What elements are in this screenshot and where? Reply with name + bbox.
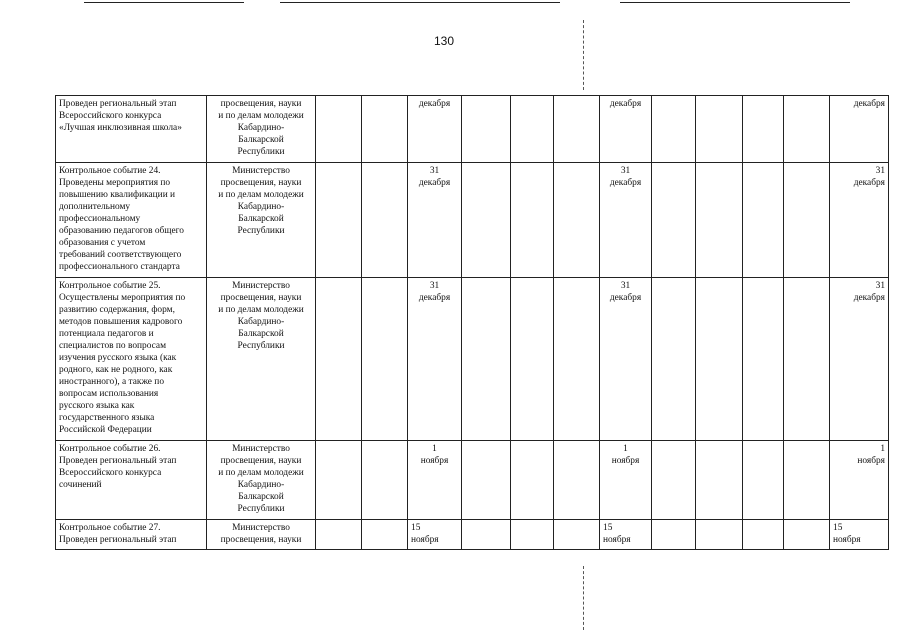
empty-cell [652, 96, 696, 163]
cell-text-line: ноября [833, 535, 861, 545]
cell-text-line: 31 [429, 281, 440, 291]
event-cell [56, 441, 207, 520]
cell-text-line: ноября [857, 456, 885, 466]
empty-cell [554, 520, 600, 550]
cell-text-line: декабря [853, 293, 885, 303]
empty-cell [554, 96, 600, 163]
empty-cell [784, 278, 830, 441]
cell-text-line: декабря [609, 293, 642, 303]
cell-text-line: ноября [611, 456, 640, 466]
deadline-cell [600, 278, 652, 441]
cell-text-line: Балкарской [238, 214, 284, 224]
cell-text-line: Министерство [232, 444, 290, 454]
cell-text-line: Кабардино- [237, 123, 285, 133]
cell-text-line: Балкарской [238, 135, 284, 145]
responsible-cell [207, 96, 316, 163]
cell-text-line: 31 [875, 166, 885, 176]
cell-text-line: Кабардино- [237, 480, 285, 490]
cell-text-line: просвещения, науки [220, 456, 302, 466]
empty-cell [784, 441, 830, 520]
cell-text-line: просвещения, науки [220, 293, 302, 303]
deadline-cell [830, 441, 889, 520]
cell-text-line: сочинений [59, 480, 102, 490]
cell-text-line: изучения русского языка (как [59, 353, 177, 363]
event-cell [56, 278, 207, 441]
cell-text-line: методов повышения кадрового [59, 317, 183, 327]
deadline-cell [830, 163, 889, 278]
empty-cell [462, 163, 511, 278]
cell-text-line: 15 [833, 523, 843, 533]
cell-text-line: 31 [429, 166, 440, 176]
plan-table [55, 95, 889, 550]
empty-cell [696, 278, 743, 441]
responsible-cell [207, 441, 316, 520]
empty-cell [462, 96, 511, 163]
cell-text-line: Кабардино- [237, 317, 285, 327]
empty-cell [316, 520, 362, 550]
cell-text-line: требований соответствующего [59, 250, 182, 260]
empty-cell [743, 163, 784, 278]
cell-text-line: декабря [853, 178, 885, 188]
cell-text-line: и по делам молодежи [218, 190, 304, 200]
cell-text-line: 15 [603, 523, 613, 533]
empty-cell [511, 520, 554, 550]
cell-text-line: государственного языка [59, 413, 155, 423]
empty-cell [743, 441, 784, 520]
cell-text-line: 1 [432, 444, 437, 454]
table-row [56, 278, 889, 441]
top-rule [620, 2, 850, 3]
cell-text-line: ноября [420, 456, 449, 466]
responsible-cell [207, 163, 316, 278]
empty-cell [316, 278, 362, 441]
empty-cell [652, 163, 696, 278]
deadline-cell [830, 520, 889, 550]
top-rule [280, 2, 560, 3]
cell-text-line: вопросам использования [59, 389, 159, 399]
empty-cell [696, 163, 743, 278]
page-fold-line [583, 566, 584, 630]
page-fold-line [583, 20, 584, 90]
deadline-cell [408, 163, 462, 278]
cell-text-line: просвещения, науки [220, 535, 302, 545]
table-row [56, 96, 889, 163]
cell-text-line: Кабардино- [237, 202, 285, 212]
cell-text-line: декабря [418, 178, 451, 188]
empty-cell [784, 520, 830, 550]
empty-cell [511, 278, 554, 441]
cell-text-line: специалистов по вопросам [59, 341, 166, 351]
cell-text-line: развитию содержания, форм, [59, 305, 175, 315]
cell-text-line: Министерство [232, 523, 290, 533]
responsible-cell [207, 278, 316, 441]
cell-text-line: Проведены мероприятия по [59, 178, 171, 188]
cell-text-line: родного, как не родного, как [59, 365, 173, 375]
deadline-cell [408, 441, 462, 520]
table-row [56, 163, 889, 278]
empty-cell [696, 96, 743, 163]
deadline-cell [600, 96, 652, 163]
cell-text-line: 1 [880, 444, 885, 454]
empty-cell [316, 96, 362, 163]
cell-text-line: Балкарской [238, 492, 284, 502]
empty-cell [743, 520, 784, 550]
empty-cell [554, 441, 600, 520]
empty-cell [362, 96, 408, 163]
cell-text-line: Министерство [232, 281, 290, 291]
cell-text-line: Республики [237, 341, 285, 351]
cell-text-line: 1 [623, 444, 628, 454]
deadline-cell [600, 163, 652, 278]
cell-text-line: ноября [411, 535, 439, 545]
cell-text-line: Всероссийского конкурса [59, 468, 162, 478]
cell-text-line: Российской Федерации [59, 425, 152, 435]
cell-text-line: «Лучшая инклюзивная школа» [59, 123, 182, 133]
cell-text-line: и по делам молодежи [218, 305, 304, 315]
cell-text-line: 31 [620, 281, 631, 291]
cell-text-line: профессиональному [59, 214, 141, 224]
cell-text-line: декабря [609, 178, 642, 188]
cell-text-line: просвещения, науки [220, 178, 302, 188]
cell-text-line: дополнительному [59, 202, 131, 212]
empty-cell [316, 163, 362, 278]
deadline-cell [600, 520, 652, 550]
cell-text-line: образованию педагогов общего [59, 226, 184, 236]
cell-text-line: Республики [237, 147, 285, 157]
empty-cell [511, 163, 554, 278]
deadline-cell [600, 441, 652, 520]
deadline-cell [408, 96, 462, 163]
top-rule [84, 2, 244, 3]
deadline-cell [408, 278, 462, 441]
cell-text-line: декабря [853, 99, 885, 109]
cell-text-line: профессионального стандарта [59, 262, 180, 272]
cell-text-line: Контрольное событие 26. [59, 444, 161, 454]
cell-text-line: Балкарской [238, 329, 284, 339]
cell-text-line: ноября [603, 535, 631, 545]
empty-cell [462, 278, 511, 441]
cell-text-line: и по делам молодежи [218, 468, 304, 478]
empty-cell [784, 163, 830, 278]
empty-cell [696, 441, 743, 520]
cell-text-line: декабря [418, 293, 451, 303]
empty-cell [652, 278, 696, 441]
cell-text-line: просвещения, науки [220, 99, 302, 109]
cell-text-line: Министерство [232, 166, 290, 176]
empty-cell [362, 278, 408, 441]
empty-cell [462, 441, 511, 520]
cell-text-line: декабря [418, 99, 451, 109]
cell-text-line: 31 [875, 281, 885, 291]
empty-cell [316, 441, 362, 520]
cell-text-line: Проведен региональный этап [59, 535, 177, 545]
empty-cell [652, 441, 696, 520]
empty-cell [362, 163, 408, 278]
empty-cell [743, 278, 784, 441]
table-row [56, 520, 889, 550]
empty-cell [554, 278, 600, 441]
cell-text-line: иностранного), а также по [59, 377, 165, 387]
empty-cell [652, 520, 696, 550]
empty-cell [511, 441, 554, 520]
deadline-cell [830, 96, 889, 163]
event-cell [56, 520, 207, 550]
table-row [56, 441, 889, 520]
empty-cell [784, 96, 830, 163]
cell-text-line: Всероссийского конкурса [59, 111, 162, 121]
cell-text-line: Контрольное событие 27. [59, 523, 161, 533]
cell-text-line: Контрольное событие 24. [59, 166, 161, 176]
empty-cell [362, 520, 408, 550]
deadline-cell [408, 520, 462, 550]
event-cell [56, 163, 207, 278]
page-number: 130 [433, 34, 455, 48]
responsible-cell [207, 520, 316, 550]
cell-text-line: повышению квалификации и [59, 190, 176, 200]
cell-text-line: потенциала педагогов и [59, 329, 154, 339]
cell-text-line: и по делам молодежи [218, 111, 304, 121]
empty-cell [554, 163, 600, 278]
event-cell [56, 96, 207, 163]
empty-cell [462, 520, 511, 550]
cell-text-line: Проведен региональный этап [59, 456, 177, 466]
cell-text-line: Осуществлены мероприятия по [59, 293, 186, 303]
cell-text-line: русского языка как [59, 401, 135, 411]
cell-text-line: образования с учетом [59, 238, 146, 248]
cell-text-line: 31 [620, 166, 631, 176]
empty-cell [362, 441, 408, 520]
cell-text-line: Проведен региональный этап [59, 99, 177, 109]
cell-text-line: Республики [237, 504, 285, 514]
cell-text-line: Контрольное событие 25. [59, 281, 161, 291]
deadline-cell [830, 278, 889, 441]
empty-cell [743, 96, 784, 163]
empty-cell [696, 520, 743, 550]
cell-text-line: 15 [411, 523, 421, 533]
empty-cell [511, 96, 554, 163]
cell-text-line: Республики [237, 226, 285, 236]
cell-text-line: декабря [609, 99, 642, 109]
